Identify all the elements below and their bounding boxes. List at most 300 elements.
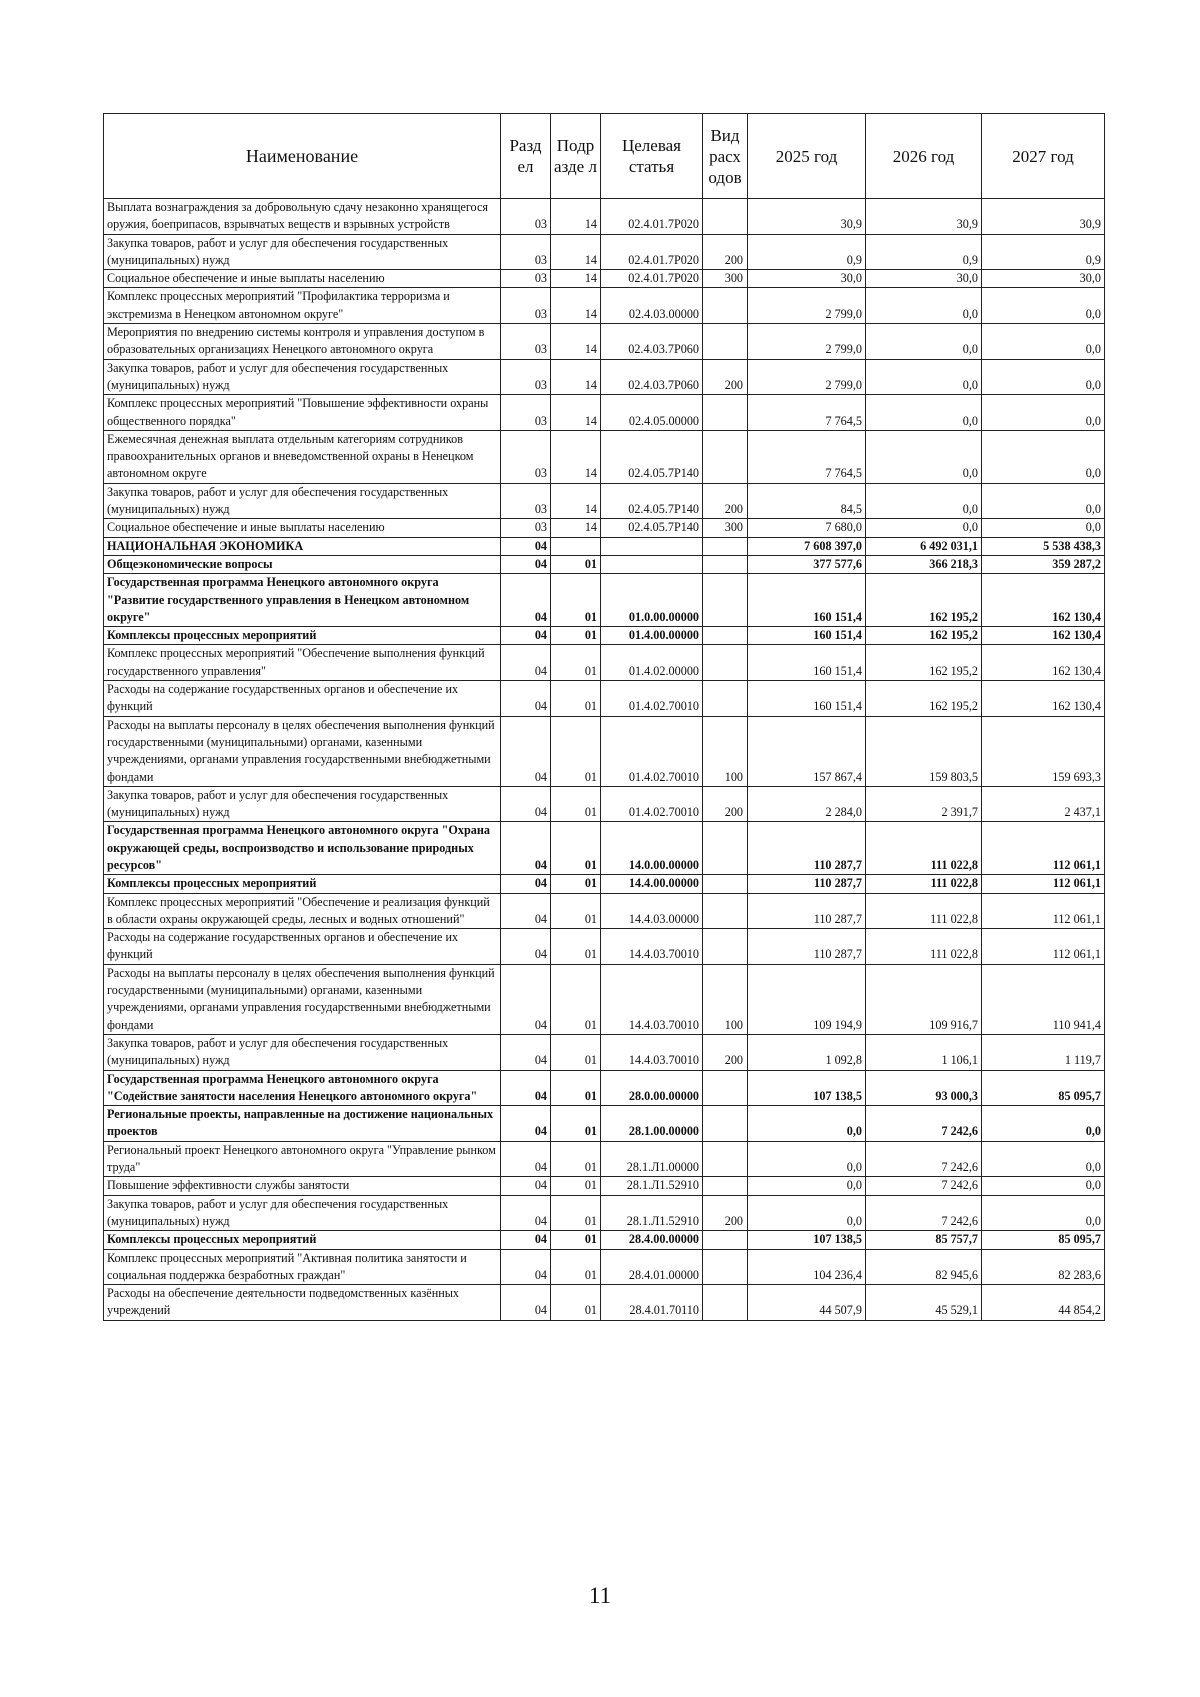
row-expense-type (703, 1249, 748, 1285)
row-expense-type (703, 288, 748, 324)
row-amount-2025: 7 764,5 (748, 430, 866, 483)
row-name: Расходы на содержание государственных органов и обеспечение их функций (104, 929, 501, 965)
row-podrazdel: 01 (551, 574, 601, 627)
row-amount-2025: 110 287,7 (748, 929, 866, 965)
row-amount-2026: 162 195,2 (866, 645, 982, 681)
row-name: Социальное обеспечение и иные выплаты населению (104, 519, 501, 537)
row-razdel: 04 (501, 1034, 551, 1070)
row-podrazdel: 01 (551, 1141, 601, 1177)
row-expense-type (703, 1106, 748, 1142)
table-row (104, 1034, 1105, 1070)
row-amount-2026: 0,0 (866, 519, 982, 537)
row-amount-2027: 0,0 (982, 288, 1105, 324)
header-target-article: Целевая статья (601, 114, 703, 199)
row-amount-2025: 377 577,6 (748, 555, 866, 573)
row-name: Государственная программа Ненецкого автономного округа "Развитие государственного управления в Ненецком автономном округе" (104, 574, 501, 627)
row-target-article: 14.4.00.00000 (601, 875, 703, 893)
row-target-article: 28.4.00.00000 (601, 1231, 703, 1249)
row-razdel: 04 (501, 1285, 551, 1321)
row-expense-type (703, 199, 748, 235)
row-podrazdel: 01 (551, 786, 601, 822)
row-amount-2027: 0,0 (982, 1177, 1105, 1195)
row-target-article: 01.0.00.00000 (601, 574, 703, 627)
table-row (104, 822, 1105, 875)
row-target-article: 01.4.02.70010 (601, 716, 703, 786)
row-amount-2027: 82 283,6 (982, 1249, 1105, 1285)
table-row (104, 1106, 1105, 1142)
row-target-article: 02.4.03.7Р060 (601, 359, 703, 395)
row-expense-type: 200 (703, 1034, 748, 1070)
row-razdel: 04 (501, 786, 551, 822)
table-row (104, 1177, 1105, 1195)
row-amount-2026: 0,9 (866, 234, 982, 270)
row-amount-2027: 112 061,1 (982, 822, 1105, 875)
row-podrazdel: 01 (551, 716, 601, 786)
row-amount-2025: 160 151,4 (748, 627, 866, 645)
row-podrazdel: 01 (551, 1034, 601, 1070)
row-amount-2026: 6 492 031,1 (866, 537, 982, 555)
row-expense-type (703, 893, 748, 929)
row-target-article: 28.4.01.70110 (601, 1285, 703, 1321)
row-name: Ежемесячная денежная выплата отдельным категориям сотрудников правоохранительных органов и вневедомственной охраны в Ненецком автономном округе (104, 430, 501, 483)
row-razdel: 03 (501, 234, 551, 270)
row-razdel: 03 (501, 199, 551, 235)
row-amount-2025: 2 799,0 (748, 324, 866, 360)
row-name: НАЦИОНАЛЬНАЯ ЭКОНОМИКА (104, 537, 501, 555)
row-amount-2025: 160 151,4 (748, 681, 866, 717)
header-year-2027: 2027 год (982, 114, 1105, 199)
row-podrazdel: 01 (551, 929, 601, 965)
row-target-article: 01.4.02.70010 (601, 681, 703, 717)
row-podrazdel: 01 (551, 681, 601, 717)
row-amount-2027: 2 437,1 (982, 786, 1105, 822)
row-amount-2026: 0,0 (866, 483, 982, 519)
table-row (104, 483, 1105, 519)
row-amount-2025: 110 287,7 (748, 893, 866, 929)
table-row (104, 964, 1105, 1034)
row-name: Комплекс процессных мероприятий "Обеспечение и реализация функций в области охраны окружающей среды, лесных и водных отношений" (104, 893, 501, 929)
header-year-2025: 2025 год (748, 114, 866, 199)
table-row (104, 1195, 1105, 1231)
row-amount-2026: 0,0 (866, 430, 982, 483)
row-target-article: 02.4.01.7Р020 (601, 199, 703, 235)
row-target-article: 28.1.Л1.00000 (601, 1141, 703, 1177)
row-target-article: 28.1.Л1.52910 (601, 1195, 703, 1231)
row-target-article (601, 555, 703, 573)
row-expense-type (703, 1285, 748, 1321)
row-amount-2026: 109 916,7 (866, 964, 982, 1034)
row-name: Комплекс процессных мероприятий "Обеспечение выполнения функций государственного управления" (104, 645, 501, 681)
row-amount-2027: 0,0 (982, 1195, 1105, 1231)
row-amount-2027: 162 130,4 (982, 645, 1105, 681)
row-name: Повышение эффективности службы занятости (104, 1177, 501, 1195)
row-target-article: 01.4.00.00000 (601, 627, 703, 645)
row-razdel: 03 (501, 270, 551, 288)
row-podrazdel: 01 (551, 893, 601, 929)
row-amount-2025: 30,9 (748, 199, 866, 235)
row-target-article: 01.4.02.00000 (601, 645, 703, 681)
row-amount-2025: 110 287,7 (748, 875, 866, 893)
row-target-article: 28.4.01.00000 (601, 1249, 703, 1285)
row-razdel: 04 (501, 929, 551, 965)
row-target-article: 14.4.03.00000 (601, 893, 703, 929)
row-amount-2027: 0,9 (982, 234, 1105, 270)
header-podrazdel: Подр азде л (551, 114, 601, 199)
row-razdel: 04 (501, 893, 551, 929)
row-razdel: 04 (501, 1141, 551, 1177)
row-amount-2025: 0,0 (748, 1141, 866, 1177)
row-razdel: 04 (501, 574, 551, 627)
row-amount-2025: 0,0 (748, 1177, 866, 1195)
row-expense-type (703, 324, 748, 360)
row-target-article: 02.4.03.7Р060 (601, 324, 703, 360)
row-name: Выплата вознаграждения за добровольную сдачу незаконно хранящегося оружия, боеприпасов, взрывчатых веществ и взрывных устройств (104, 199, 501, 235)
header-expense-type: Вид расх одов (703, 114, 748, 199)
row-razdel: 04 (501, 964, 551, 1034)
row-amount-2027: 162 130,4 (982, 681, 1105, 717)
row-name: Государственная программа Ненецкого автономного округа "Охрана окружающей среды, воспроизводство и использование природных ресурсов" (104, 822, 501, 875)
row-name: Закупка товаров, работ и услуг для обеспечения государственных (муниципальных) нужд (104, 234, 501, 270)
row-name: Комплексы процессных мероприятий (104, 875, 501, 893)
row-amount-2026: 0,0 (866, 359, 982, 395)
table-row (104, 234, 1105, 270)
row-razdel: 03 (501, 430, 551, 483)
row-amount-2027: 112 061,1 (982, 893, 1105, 929)
row-amount-2026: 82 945,6 (866, 1249, 982, 1285)
row-expense-type: 300 (703, 270, 748, 288)
row-expense-type (703, 627, 748, 645)
row-name: Расходы на содержание государственных органов и обеспечение их функций (104, 681, 501, 717)
row-amount-2026: 111 022,8 (866, 929, 982, 965)
row-podrazdel: 14 (551, 395, 601, 431)
row-name: Региональные проекты, направленные на достижение национальных проектов (104, 1106, 501, 1142)
table-row (104, 430, 1105, 483)
row-amount-2027: 30,0 (982, 270, 1105, 288)
row-amount-2026: 111 022,8 (866, 822, 982, 875)
row-target-article: 14.4.03.70010 (601, 1034, 703, 1070)
table-row (104, 324, 1105, 360)
row-name: Закупка товаров, работ и услуг для обеспечения государственных (муниципальных) нужд (104, 483, 501, 519)
table-row (104, 359, 1105, 395)
row-expense-type: 300 (703, 519, 748, 537)
row-podrazdel: 01 (551, 1249, 601, 1285)
row-razdel: 04 (501, 1070, 551, 1106)
row-amount-2027: 0,0 (982, 519, 1105, 537)
row-amount-2025: 44 507,9 (748, 1285, 866, 1321)
row-name: Комплекс процессных мероприятий "Профилактика терроризма и экстремизма в Ненецком автономном округе" (104, 288, 501, 324)
row-razdel: 03 (501, 288, 551, 324)
row-target-article: 02.4.05.00000 (601, 395, 703, 431)
row-podrazdel: 01 (551, 555, 601, 573)
row-expense-type: 200 (703, 359, 748, 395)
row-expense-type: 200 (703, 234, 748, 270)
row-amount-2027: 112 061,1 (982, 929, 1105, 965)
row-amount-2026: 162 195,2 (866, 681, 982, 717)
row-amount-2026: 1 106,1 (866, 1034, 982, 1070)
row-target-article: 14.0.00.00000 (601, 822, 703, 875)
table-row (104, 893, 1105, 929)
row-razdel: 04 (501, 875, 551, 893)
row-amount-2027: 0,0 (982, 1141, 1105, 1177)
row-amount-2025: 0,0 (748, 1195, 866, 1231)
row-expense-type: 200 (703, 786, 748, 822)
row-amount-2027: 112 061,1 (982, 875, 1105, 893)
row-target-article: 14.4.03.70010 (601, 964, 703, 1034)
page-number: 11 (588, 1583, 612, 1608)
table-row (104, 519, 1105, 537)
row-amount-2026: 93 000,3 (866, 1070, 982, 1106)
row-name: Комплекс процессных мероприятий "Активная политика занятости и социальная поддержка безработных граждан" (104, 1249, 501, 1285)
row-amount-2027: 85 095,7 (982, 1231, 1105, 1249)
row-razdel: 03 (501, 519, 551, 537)
row-amount-2025: 0,0 (748, 1106, 866, 1142)
row-target-article: 02.4.03.00000 (601, 288, 703, 324)
row-amount-2025: 2 284,0 (748, 786, 866, 822)
row-razdel: 04 (501, 645, 551, 681)
table-header (104, 114, 1105, 199)
row-expense-type (703, 645, 748, 681)
table-row (104, 1285, 1105, 1321)
row-razdel: 04 (501, 627, 551, 645)
row-amount-2025: 7 608 397,0 (748, 537, 866, 555)
row-amount-2025: 2 799,0 (748, 359, 866, 395)
row-amount-2026: 7 242,6 (866, 1141, 982, 1177)
row-amount-2026: 162 195,2 (866, 574, 982, 627)
row-name: Закупка товаров, работ и услуг для обеспечения государственных (муниципальных) нужд (104, 1195, 501, 1231)
row-expense-type (703, 555, 748, 573)
row-razdel: 04 (501, 822, 551, 875)
row-amount-2025: 7 680,0 (748, 519, 866, 537)
row-amount-2027: 110 941,4 (982, 964, 1105, 1034)
row-amount-2025: 110 287,7 (748, 822, 866, 875)
row-amount-2025: 107 138,5 (748, 1231, 866, 1249)
row-amount-2025: 0,9 (748, 234, 866, 270)
row-razdel: 04 (501, 1231, 551, 1249)
row-razdel: 04 (501, 681, 551, 717)
table-row (104, 574, 1105, 627)
row-expense-type (703, 1070, 748, 1106)
row-amount-2027: 85 095,7 (982, 1070, 1105, 1106)
row-podrazdel: 01 (551, 645, 601, 681)
row-name: Комплексы процессных мероприятий (104, 627, 501, 645)
row-podrazdel: 01 (551, 964, 601, 1034)
table-row (104, 395, 1105, 431)
table-row (104, 1070, 1105, 1106)
row-expense-type (703, 574, 748, 627)
row-expense-type (703, 395, 748, 431)
row-podrazdel: 01 (551, 822, 601, 875)
row-razdel: 03 (501, 324, 551, 360)
row-podrazdel: 14 (551, 519, 601, 537)
table-row (104, 199, 1105, 235)
row-expense-type (703, 537, 748, 555)
table-row (104, 875, 1105, 893)
table-row (104, 270, 1105, 288)
row-name: Закупка товаров, работ и услуг для обеспечения государственных (муниципальных) нужд (104, 359, 501, 395)
row-amount-2025: 157 867,4 (748, 716, 866, 786)
table-row (104, 627, 1105, 645)
header-razdel: Разд ел (501, 114, 551, 199)
row-target-article: 28.1.00.00000 (601, 1106, 703, 1142)
row-amount-2025: 1 092,8 (748, 1034, 866, 1070)
row-amount-2027: 0,0 (982, 324, 1105, 360)
row-amount-2027: 44 854,2 (982, 1285, 1105, 1321)
row-expense-type: 200 (703, 483, 748, 519)
table-body (104, 199, 1105, 1321)
row-name: Региональный проект Ненецкого автономного округа "Управление рынком труда" (104, 1141, 501, 1177)
row-razdel: 04 (501, 1195, 551, 1231)
row-amount-2027: 0,0 (982, 1106, 1105, 1142)
row-amount-2025: 7 764,5 (748, 395, 866, 431)
row-name: Мероприятия по внедрению системы контроля и управления доступом в образовательных организациях Ненецкого автономного округа (104, 324, 501, 360)
row-expense-type: 200 (703, 1195, 748, 1231)
row-amount-2027: 359 287,2 (982, 555, 1105, 573)
table-row (104, 1249, 1105, 1285)
row-amount-2025: 160 151,4 (748, 645, 866, 681)
row-podrazdel: 14 (551, 270, 601, 288)
row-amount-2025: 160 151,4 (748, 574, 866, 627)
row-razdel: 04 (501, 1106, 551, 1142)
row-amount-2026: 2 391,7 (866, 786, 982, 822)
row-target-article: 14.4.03.70010 (601, 929, 703, 965)
row-target-article: 02.4.05.7Р140 (601, 519, 703, 537)
row-podrazdel: 01 (551, 1195, 601, 1231)
table-row (104, 681, 1105, 717)
budget-table (103, 113, 1105, 1321)
row-expense-type (703, 929, 748, 965)
row-podrazdel: 14 (551, 483, 601, 519)
row-amount-2027: 5 538 438,3 (982, 537, 1105, 555)
row-amount-2025: 2 799,0 (748, 288, 866, 324)
row-razdel: 03 (501, 359, 551, 395)
row-amount-2026: 30,0 (866, 270, 982, 288)
row-podrazdel: 01 (551, 1231, 601, 1249)
table-row (104, 1231, 1105, 1249)
row-expense-type (703, 681, 748, 717)
row-podrazdel: 14 (551, 324, 601, 360)
header-name: Наименование (104, 114, 501, 199)
row-expense-type (703, 875, 748, 893)
row-amount-2026: 159 803,5 (866, 716, 982, 786)
row-name: Закупка товаров, работ и услуг для обеспечения государственных (муниципальных) нужд (104, 786, 501, 822)
table-row (104, 786, 1105, 822)
row-podrazdel: 14 (551, 288, 601, 324)
row-razdel: 04 (501, 716, 551, 786)
row-target-article (601, 537, 703, 555)
row-amount-2026: 85 757,7 (866, 1231, 982, 1249)
row-amount-2027: 0,0 (982, 395, 1105, 431)
row-amount-2025: 104 236,4 (748, 1249, 866, 1285)
row-target-article: 01.4.02.70010 (601, 786, 703, 822)
row-amount-2026: 0,0 (866, 288, 982, 324)
row-target-article: 02.4.05.7Р140 (601, 483, 703, 519)
row-amount-2025: 30,0 (748, 270, 866, 288)
row-amount-2025: 109 194,9 (748, 964, 866, 1034)
row-expense-type (703, 1177, 748, 1195)
row-razdel: 03 (501, 483, 551, 519)
row-podrazdel: 14 (551, 234, 601, 270)
row-podrazdel: 01 (551, 1106, 601, 1142)
header-year-2026: 2026 год (866, 114, 982, 199)
row-podrazdel: 01 (551, 875, 601, 893)
row-razdel: 03 (501, 395, 551, 431)
row-target-article: 02.4.01.7Р020 (601, 270, 703, 288)
row-amount-2027: 162 130,4 (982, 574, 1105, 627)
row-target-article: 28.1.Л1.52910 (601, 1177, 703, 1195)
row-name: Комплексы процессных мероприятий (104, 1231, 501, 1249)
row-amount-2026: 45 529,1 (866, 1285, 982, 1321)
row-podrazdel: 14 (551, 199, 601, 235)
table-row (104, 1141, 1105, 1177)
row-amount-2025: 107 138,5 (748, 1070, 866, 1106)
row-amount-2027: 0,0 (982, 430, 1105, 483)
row-amount-2026: 7 242,6 (866, 1195, 982, 1231)
row-expense-type (703, 1141, 748, 1177)
row-amount-2026: 111 022,8 (866, 875, 982, 893)
row-amount-2027: 30,9 (982, 199, 1105, 235)
row-expense-type: 100 (703, 964, 748, 1034)
row-name: Государственная программа Ненецкого автономного округа "Содействие занятости населения Ненецкого автономного округа" (104, 1070, 501, 1106)
row-podrazdel: 14 (551, 359, 601, 395)
row-amount-2025: 84,5 (748, 483, 866, 519)
row-expense-type: 100 (703, 716, 748, 786)
row-name: Комплекс процессных мероприятий "Повышение эффективности охраны общественного порядка" (104, 395, 501, 431)
row-name: Закупка товаров, работ и услуг для обеспечения государственных (муниципальных) нужд (104, 1034, 501, 1070)
row-name: Общеэкономические вопросы (104, 555, 501, 573)
row-amount-2027: 159 693,3 (982, 716, 1105, 786)
row-podrazdel: 01 (551, 1177, 601, 1195)
row-amount-2027: 1 119,7 (982, 1034, 1105, 1070)
row-amount-2026: 7 242,6 (866, 1106, 982, 1142)
row-podrazdel (551, 537, 601, 555)
table-row (104, 555, 1105, 573)
row-amount-2027: 162 130,4 (982, 627, 1105, 645)
table-row (104, 645, 1105, 681)
row-amount-2026: 0,0 (866, 395, 982, 431)
row-amount-2026: 0,0 (866, 324, 982, 360)
row-razdel: 04 (501, 537, 551, 555)
row-amount-2026: 162 195,2 (866, 627, 982, 645)
row-razdel: 04 (501, 555, 551, 573)
table-row (104, 288, 1105, 324)
row-name: Расходы на выплаты персоналу в целях обеспечения выполнения функций государственными (муниципальными) органами, казенными учреждениями, органами управления государственными внебюджетными фондами (104, 716, 501, 786)
row-name: Социальное обеспечение и иные выплаты населению (104, 270, 501, 288)
row-podrazdel: 14 (551, 430, 601, 483)
row-expense-type (703, 430, 748, 483)
row-name: Расходы на обеспечение деятельности подведомственных казённых учреждений (104, 1285, 501, 1321)
table-row (104, 716, 1105, 786)
row-target-article: 02.4.05.7Р140 (601, 430, 703, 483)
table-row (104, 929, 1105, 965)
row-target-article: 02.4.01.7Р020 (601, 234, 703, 270)
row-amount-2026: 366 218,3 (866, 555, 982, 573)
row-name: Расходы на выплаты персоналу в целях обеспечения выполнения функций государственными (муниципальными) органами, казенными учреждениями, органами управления государственными внебюджетными фондами (104, 964, 501, 1034)
row-podrazdel: 01 (551, 1285, 601, 1321)
table-row (104, 537, 1105, 555)
row-amount-2027: 0,0 (982, 359, 1105, 395)
row-target-article: 28.0.00.00000 (601, 1070, 703, 1106)
row-razdel: 04 (501, 1249, 551, 1285)
row-amount-2026: 111 022,8 (866, 893, 982, 929)
row-amount-2026: 30,9 (866, 199, 982, 235)
row-podrazdel: 01 (551, 627, 601, 645)
row-amount-2027: 0,0 (982, 483, 1105, 519)
row-expense-type (703, 1231, 748, 1249)
row-podrazdel: 01 (551, 1070, 601, 1106)
row-razdel: 04 (501, 1177, 551, 1195)
row-expense-type (703, 822, 748, 875)
row-amount-2026: 7 242,6 (866, 1177, 982, 1195)
